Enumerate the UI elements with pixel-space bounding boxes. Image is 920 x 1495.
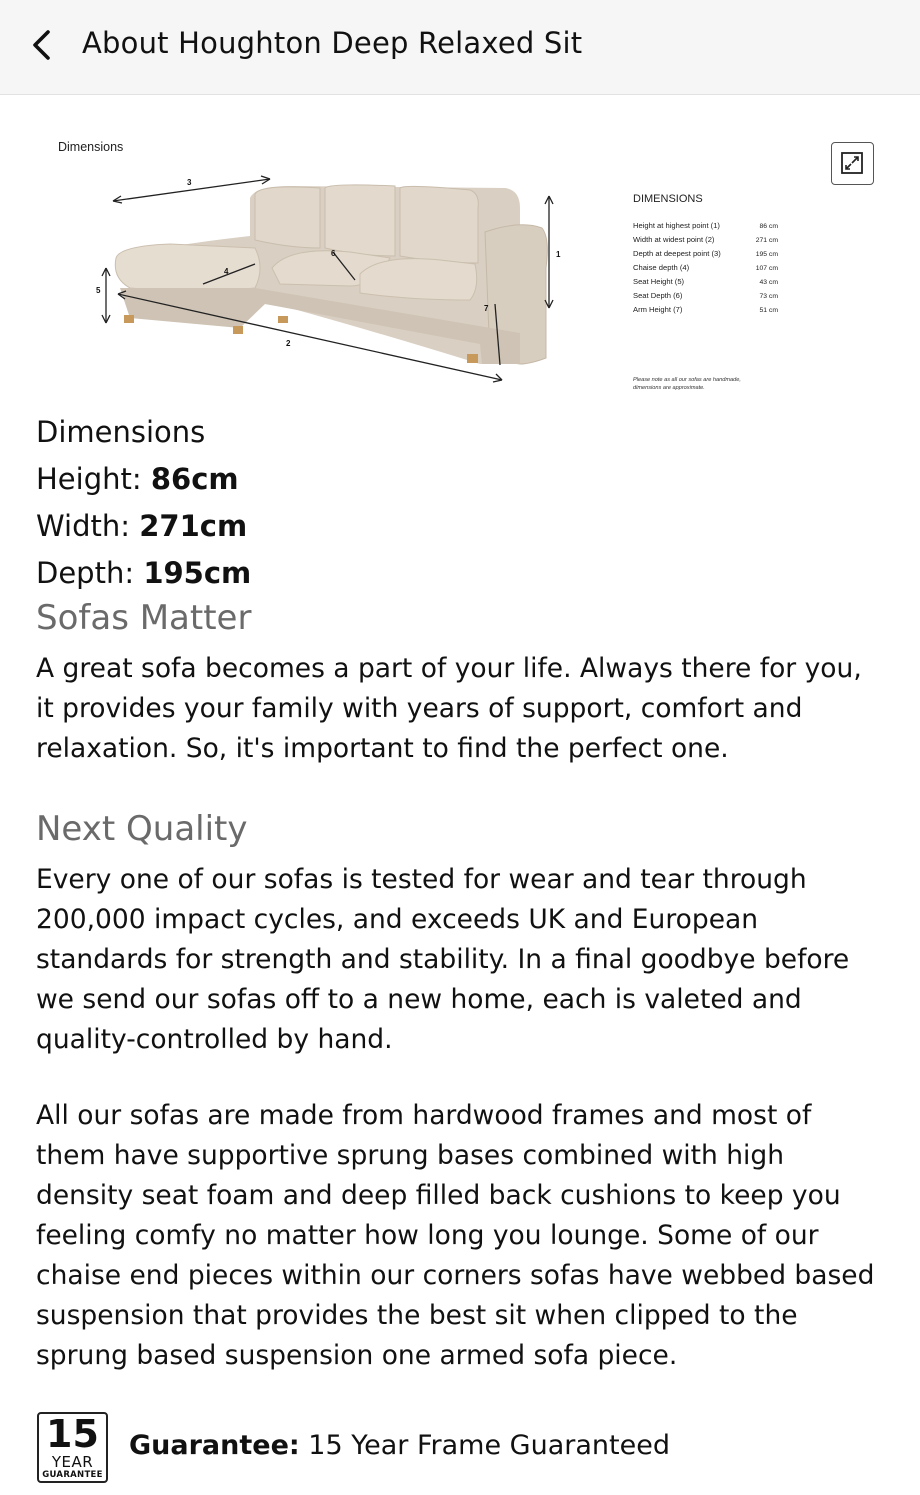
depth-label: Depth:	[36, 556, 144, 590]
svg-text:1: 1	[556, 250, 561, 259]
height-value: 86cm	[150, 462, 239, 496]
svg-text:Chaise depth (4): Chaise depth (4)	[633, 263, 690, 272]
width-value: 271cm	[139, 509, 248, 543]
depth-value: 195cm	[143, 556, 252, 590]
svg-text:271 cm: 271 cm	[755, 237, 778, 244]
expand-image-button[interactable]	[831, 142, 874, 185]
depth-row	[36, 550, 251, 597]
svg-text:Seat Depth (6): Seat Depth (6)	[633, 291, 683, 300]
svg-text:Width at widest point (2): Width at widest point (2)	[633, 235, 715, 244]
dimensions-summary	[36, 409, 251, 597]
sofas-matter-title: Sofas Matter	[36, 598, 252, 638]
next-quality-title: Next Quality	[36, 809, 248, 849]
svg-text:Depth at deepest point (3): Depth at deepest point (3)	[633, 249, 721, 258]
svg-text:73 cm: 73 cm	[759, 293, 778, 300]
svg-text:5: 5	[96, 286, 101, 295]
back-button[interactable]	[24, 22, 64, 70]
guarantee-text	[129, 1430, 670, 1461]
guarantee-value: 15 Year Frame Guaranteed	[299, 1430, 670, 1461]
height-row	[36, 456, 251, 503]
width-row	[36, 503, 251, 550]
svg-text:Arm Height (7): Arm Height (7)	[633, 305, 683, 314]
badge-guarantee-word: GUARANTEE	[42, 1470, 103, 1480]
app-header	[0, 0, 920, 95]
svg-text:Please note as all our sofas a: Please note as all our sofas are handmade,	[633, 377, 741, 383]
image-caption: Dimensions	[58, 140, 124, 154]
guarantee-label: Guarantee:	[129, 1430, 300, 1461]
chevron-left-icon	[24, 22, 64, 70]
sofas-matter-text: A great sofa becomes a part of your life. Always there for you, it provides your family with years of support, comfort and relaxation. So, it's important to find the perfect one.	[36, 653, 862, 764]
svg-text:4: 4	[224, 267, 229, 276]
svg-text:dimensions are approximate.: dimensions are approximate.	[633, 385, 705, 391]
svg-text:195 cm: 195 cm	[755, 251, 778, 258]
svg-text:86 cm: 86 cm	[759, 223, 778, 230]
dimensions-table-title: DIMENSIONS	[633, 193, 703, 205]
svg-text:51 cm: 51 cm	[759, 307, 778, 314]
svg-text:6: 6	[331, 249, 336, 258]
svg-text:7: 7	[484, 304, 489, 313]
badge-number: 15	[46, 1412, 99, 1456]
dimensions-title: Dimensions	[36, 415, 206, 449]
svg-text:Seat Height (5): Seat Height (5)	[633, 277, 685, 286]
expand-icon	[840, 151, 864, 175]
height-label: Height:	[36, 462, 151, 496]
page-title: About Houghton Deep Relaxed Sit	[82, 26, 583, 60]
svg-text:Height at highest point (1): Height at highest point (1)	[633, 221, 720, 230]
svg-text:107 cm: 107 cm	[755, 265, 778, 272]
svg-text:3: 3	[187, 178, 192, 187]
dimensions-table	[633, 193, 778, 391]
product-dimensions-image[interactable]	[50, 128, 810, 400]
next-quality-text: Every one of our sofas is tested for wear and tear through 200,000 impact cycles, and exceeds UK and European standards for strength and stability. In a final goodbye before we send our sofas off to a new home, each is valeted and quality-controlled by hand.	[36, 864, 850, 1055]
guarantee-badge	[37, 1412, 108, 1483]
sofa-construction-text: All our sofas are made from hardwood frames and most of them have supportive sprung bases combined with high density seat foam and deep filled back cushions to keep you feeling comfy no matter how long you lounge. Some of our chaise end pieces within our corners sofas have webbed based suspension that provides the best sit when clipped to the sprung based suspension one armed sofa piece.	[36, 1100, 875, 1371]
badge-year: YEAR	[51, 1453, 94, 1471]
svg-text:43 cm: 43 cm	[759, 279, 778, 286]
sofa-illustration	[115, 185, 547, 364]
width-label: Width:	[36, 509, 140, 543]
svg-text:2: 2	[286, 339, 291, 348]
